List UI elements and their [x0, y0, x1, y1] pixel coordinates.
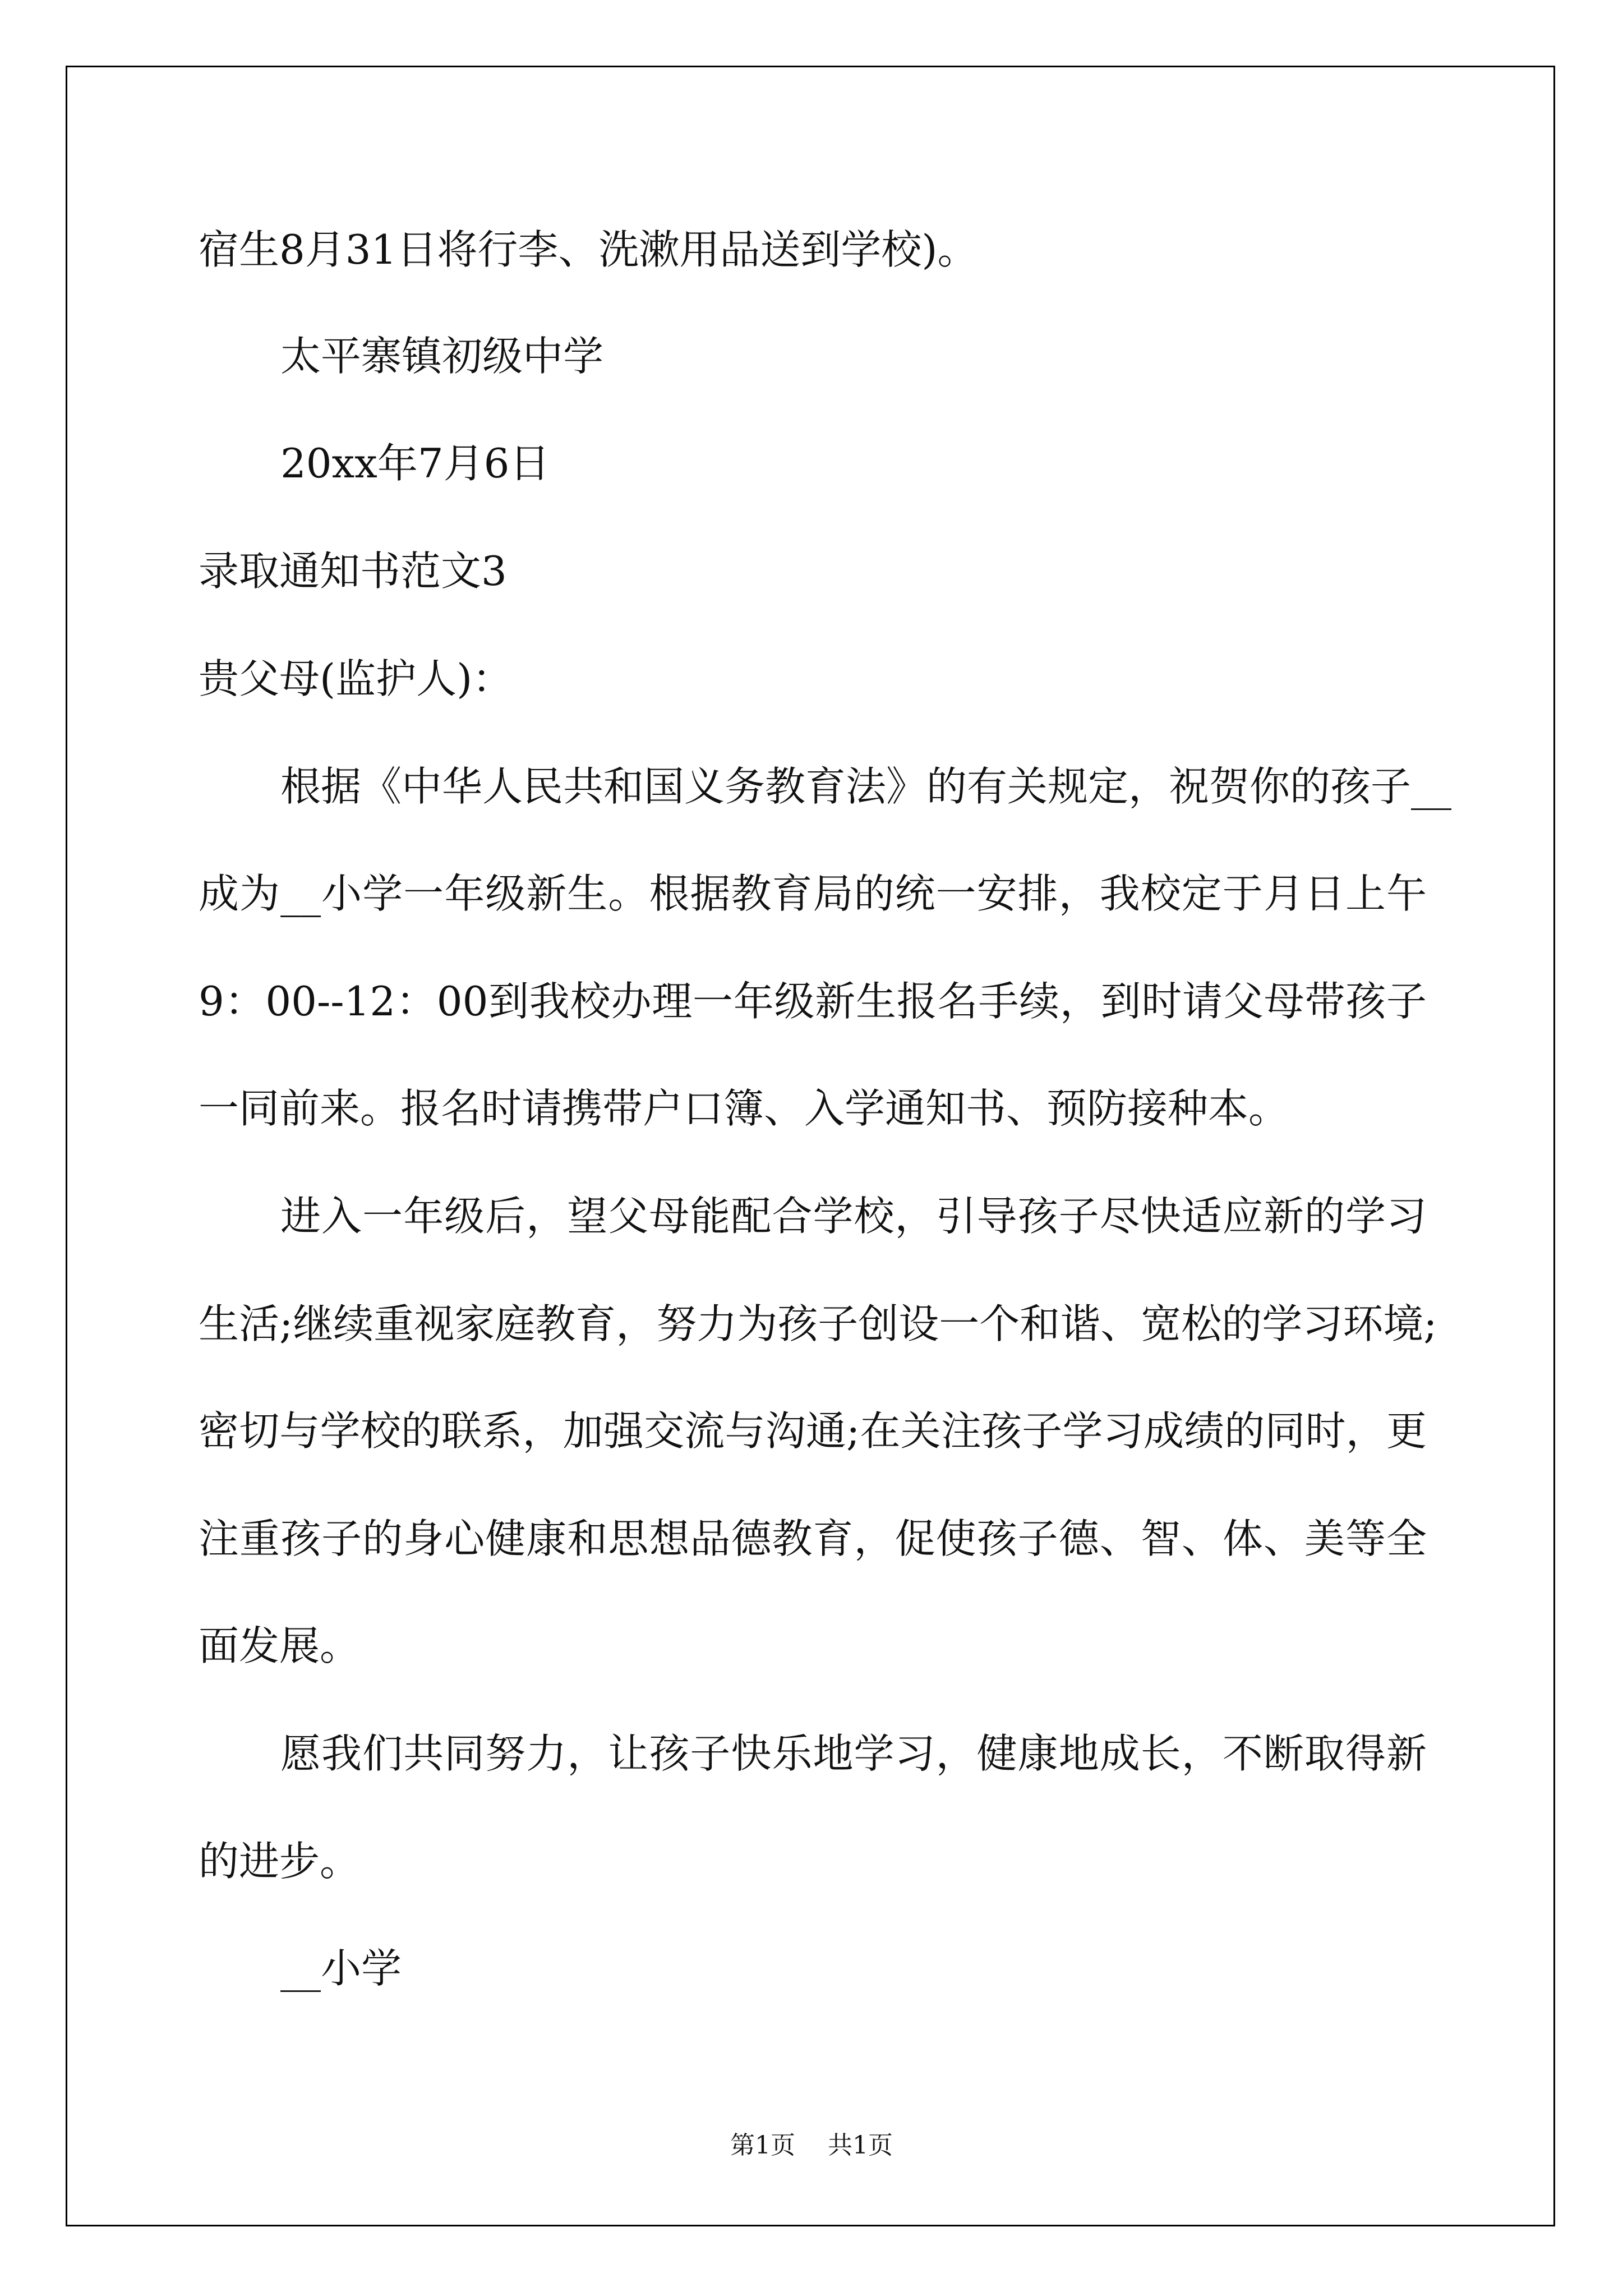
text-line: 进入一年级后，望父母能配合学校，引导孩子尽快适应新的学习: [280, 1193, 1427, 1240]
signature-line: __小学: [280, 1945, 402, 1992]
school-name: 太平寨镇初级中学: [280, 333, 604, 380]
text-line: 注重孩子的身心健康和思想品德教育，促使孩子德、智、体、美等全: [199, 1515, 1427, 1562]
text-line: 愿我们共同努力，让孩子快乐地学习，健康地成长，不断取得新: [280, 1730, 1427, 1777]
text-line: 一同前来。报名时请携带户口簿、入学通知书、预防接种本。: [199, 1085, 1289, 1132]
page-current: 第1页: [730, 2131, 795, 2160]
page-footer: [0, 2129, 1623, 2162]
text-line: 宿生8月31日将行李、洗漱用品送到学校)。: [199, 226, 978, 273]
text-line: 密切与学校的联系，加强交流与沟通;在关注孩子学习成绩的同时，更: [199, 1407, 1427, 1455]
text-line: 9：00--12：00到我校办理一年级新生报名手续，到时请父母带孩子: [199, 978, 1427, 1025]
page-border: [66, 66, 1555, 2226]
text-line: 的进步。: [199, 1838, 361, 1885]
text-line: 成为__小学一年级新生。根据教育局的统一安排，我校定于月日上午: [199, 870, 1427, 917]
salutation: 贵父母(监护人)：: [199, 655, 513, 702]
text-line: 面发展。: [199, 1622, 361, 1669]
section-title: 录取通知书范文3: [199, 547, 507, 595]
page-total: 共1页: [828, 2131, 893, 2160]
date-line: 20xx年7月6日: [280, 440, 550, 487]
text-line: 生活;继续重视家庭教育，努力为孩子创设一个和谐、宽松的学习环境;: [199, 1300, 1437, 1347]
text-line: 根据《中华人民共和国义务教育法》的有关规定，祝贺你的孩子__: [280, 763, 1452, 810]
